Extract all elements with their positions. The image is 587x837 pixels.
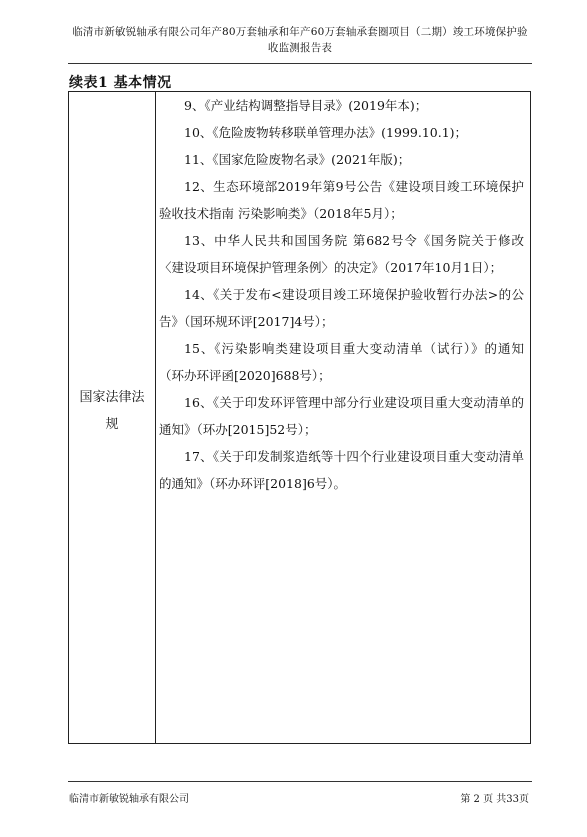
regulation-item: 11、《国家危险废物名录》(2021年版)； <box>184 152 411 167</box>
header-divider <box>68 63 532 64</box>
regulation-item: 16、《关于印发环评管理中部分行业建设项目重大变动清单的通知》（环办[2015]52号）； <box>159 395 524 437</box>
regulation-item: 10、《危险废物转移联单管理办法》(1999.10.1)； <box>184 125 468 140</box>
regulation-item: 12、生态环境部2019年第9号公告《建设项目竣工环境保护验收技术指南 污染影响类》（2018年5月）； <box>159 179 524 221</box>
section-title: 续表1 基本情况 <box>69 75 172 91</box>
regulation-item: 9、《产业结构调整指导目录》(2019年本)； <box>184 98 428 113</box>
regulation-list <box>155 92 532 497</box>
page-header <box>70 24 530 56</box>
regulation-item: 13、中华人民共和国国务院 第682号令《国务院关于修改〈建设项目环境保护管理条例〉的决定》（2017年10月1日）； <box>159 233 524 275</box>
footer-page-number: 第 2 页 共33页 <box>460 794 529 805</box>
header-title-line1: 临清市新敏锐轴承有限公司年产80万套轴承和年产60万套轴承套圈项目（二期）竣工环境保护验 <box>72 26 528 38</box>
row-label <box>69 384 155 438</box>
basic-info-table <box>68 91 531 744</box>
row-label-line1: 国家法律法 <box>79 390 145 405</box>
header-title-line2: 收监测报告表 <box>267 42 333 54</box>
footer-divider <box>68 781 532 782</box>
footer-company: 临清市新敏锐轴承有限公司 <box>69 794 189 805</box>
row-label-line2: 规 <box>105 417 119 432</box>
regulation-item: 15、《污染影响类建设项目重大变动清单（试行）》的通知（环办环评函[2020]688号）； <box>159 341 524 383</box>
regulation-item: 14、《关于发布<建设项目竣工环境保护验收暂行办法>的公告》（国环规环评[2017]4号）； <box>159 287 524 329</box>
regulation-item: 17、《关于印发制浆造纸等十四个行业建设项目重大变动清单的通知》（环办环评[2018]6号）。 <box>159 449 524 491</box>
